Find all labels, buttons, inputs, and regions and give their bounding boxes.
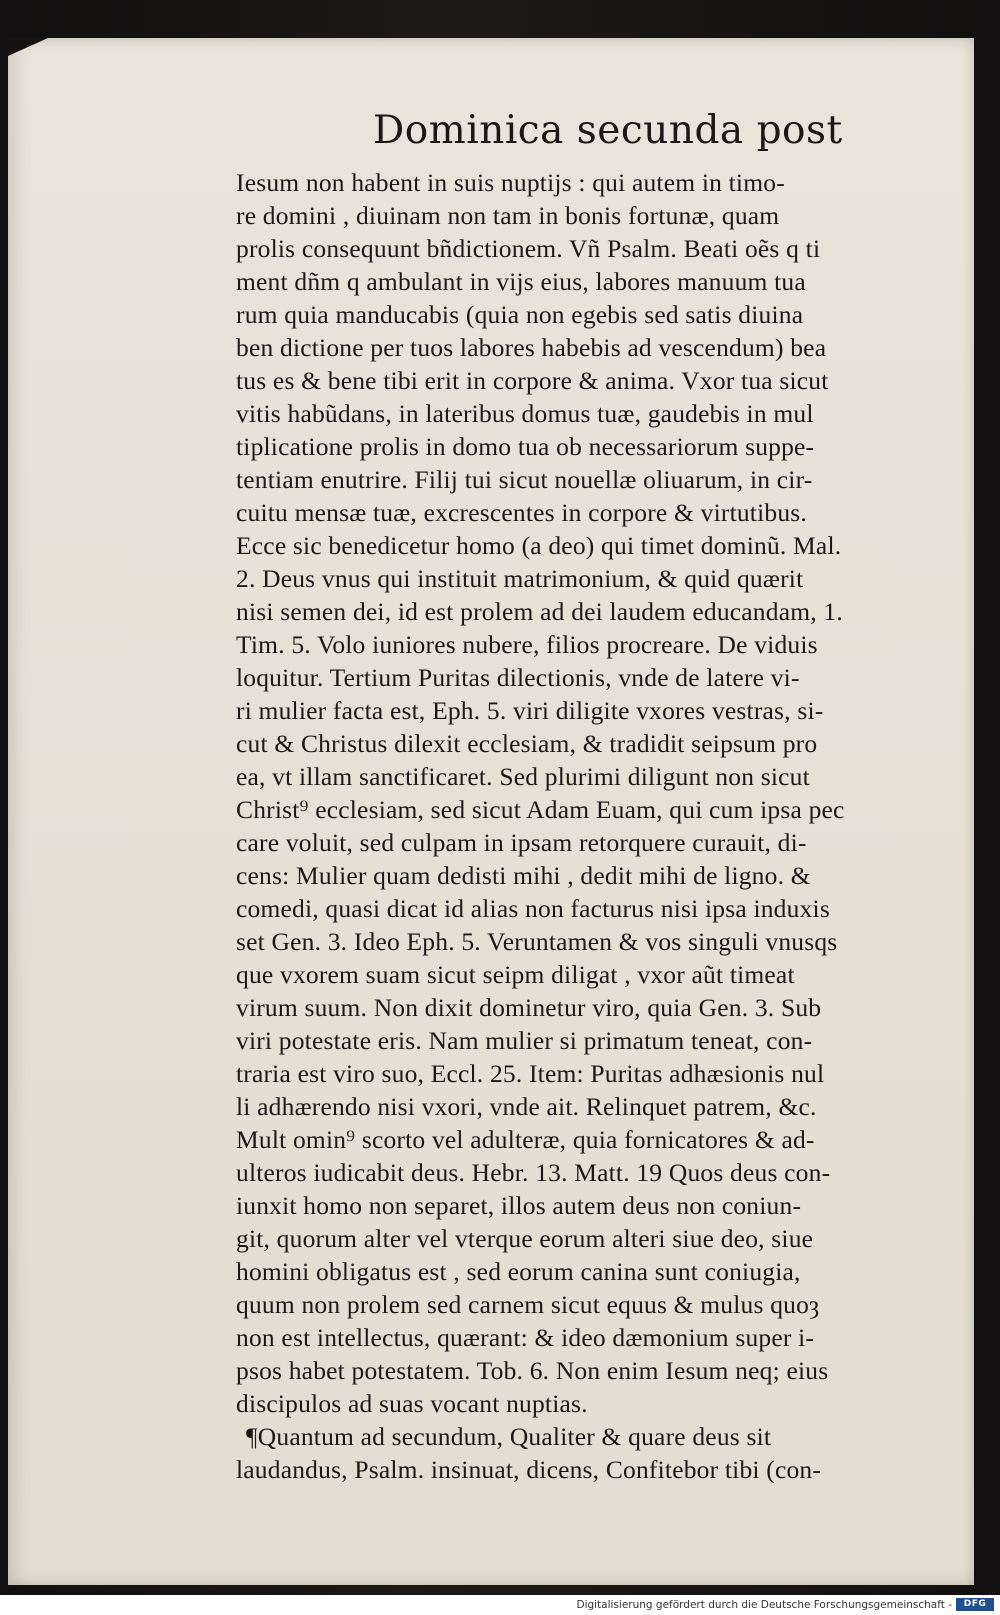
text-line: rum quia manducabis (quia non egebis sed satis diuina: [236, 300, 804, 329]
text-line: que vxorem suam sicut seipm diligat , vxor aũt timeat: [236, 960, 795, 989]
running-head: Dominica secunda post: [373, 108, 843, 153]
text-line: Iesum non habent in suis nuptijs : qui autem in timo-: [236, 168, 785, 197]
text-line: loquitur. Tertium Puritas dilectionis, vnde de latere vi-: [236, 663, 800, 692]
text-line: ulteros iudicabit deus. Hebr. 13. Matt. 19 Quos deus con-: [236, 1158, 831, 1187]
text-line: viri potestate eris. Nam mulier si primatum teneat, con-: [236, 1026, 813, 1055]
funding-credit: Digitalisierung gefördert durch die Deutsche Forschungsgemeinschaft -: [576, 1599, 952, 1611]
text-line: cuitu mensæ tuæ, excrescentes in corpore & virtutibus.: [236, 498, 807, 527]
text-line: iunxit homo non separet, illos autem deus non coniun-: [236, 1191, 802, 1220]
text-line: non est intellectus, quærant: & ideo dæmonium super i-: [236, 1323, 815, 1352]
text-line: discipulos ad suas vocant nuptias.: [236, 1389, 588, 1418]
text-line: psos habet potestatem. Tob. 6. Non enim Iesum neq; eius: [236, 1356, 829, 1385]
text-line: 2. Deus vnus qui instituit matrimonium, & quid quærit: [236, 564, 804, 593]
text-line: nisi semen dei, id est prolem ad dei laudem educandam, 1.: [236, 597, 843, 626]
text-line: ¶Quantum ad secundum, Qualiter & quare deus sit: [246, 1422, 772, 1451]
text-line: vitis habũdans, in lateribus domus tuæ, gaudebis in mul: [236, 399, 814, 428]
dfg-logo: DFG: [956, 1598, 994, 1611]
text-line: prolis consequunt bñdictionem. Vñ Psalm. Beati oẽs q ti: [236, 234, 821, 263]
text-line: comedi, quasi dicat id alias non facturus nisi ipsa induxis: [236, 894, 830, 923]
text-line: ben dictione per tuos labores habebis ad vescendum) bea: [236, 333, 827, 362]
text-line: laudandus, Psalm. insinuat, dicens, Confitebor tibi (con-: [236, 1455, 822, 1484]
text-line: set Gen. 3. Ideo Eph. 5. Veruntamen & vos singuli vnusqs: [236, 927, 838, 956]
text-line: tus es & bene tibi erit in corpore & anima. Vxor tua sicut: [236, 366, 829, 395]
text-line: ea, vt illam sanctificaret. Sed plurimi diligunt non sicut: [236, 762, 810, 791]
text-line: tiplicatione prolis in domo tua ob necessariorum suppe-: [236, 432, 815, 461]
text-line: li adhærendo nisi vxori, vnde ait. Relinquet patrem, &c.: [236, 1092, 817, 1121]
text-line: tentiam enutrire. Filij tui sicut nouellæ oliuarum, in cir-: [236, 465, 813, 494]
text-line: Christ⁹ ecclesiam, sed sicut Adam Euam, qui cum ipsa pec: [236, 795, 845, 824]
book-page: [8, 38, 974, 1585]
text-line: virum suum. Non dixit dominetur viro, quia Gen. 3. Sub: [236, 993, 822, 1022]
text-line: Tim. 5. Volo iuniores nubere, filios procreare. De viduis: [236, 630, 818, 659]
footer-bar: [0, 1595, 1000, 1615]
text-line: quum non prolem sed carnem sicut equus & mulus quoȝ: [236, 1290, 820, 1319]
text-line: traria est viro suo, Eccl. 25. Item: Puritas adhæsionis nul: [236, 1059, 825, 1088]
text-line: Ecce sic benedicetur homo (a deo) qui timet dominũ. Mal.: [236, 531, 842, 560]
text-line: ment dñm q ambulant in vijs eius, labores manuum tua: [236, 267, 806, 296]
text-line: cut & Christus dilexit ecclesiam, & tradidit seipsum pro: [236, 729, 818, 758]
text-line: ri mulier facta est, Eph. 5. viri diligite vxores vestras, si-: [236, 696, 824, 725]
body-text: [236, 166, 961, 1486]
text-line: git, quorum alter vel vterque eorum alteri siue deo, siue: [236, 1224, 814, 1253]
text-line: cens: Mulier quam dedisti mihi , dedit mihi de ligno. &: [236, 861, 811, 890]
text-line: care voluit, sed culpam in ipsam retorquere curauit, di-: [236, 828, 807, 857]
text-line: homini obligatus est , sed eorum canina sunt coniugia,: [236, 1257, 801, 1286]
text-line: re domini , diuinam non tam in bonis fortunæ, quam: [236, 201, 780, 230]
text-line: Mult omin⁹ scorto vel adulteræ, quia fornicatores & ad-: [236, 1125, 815, 1154]
